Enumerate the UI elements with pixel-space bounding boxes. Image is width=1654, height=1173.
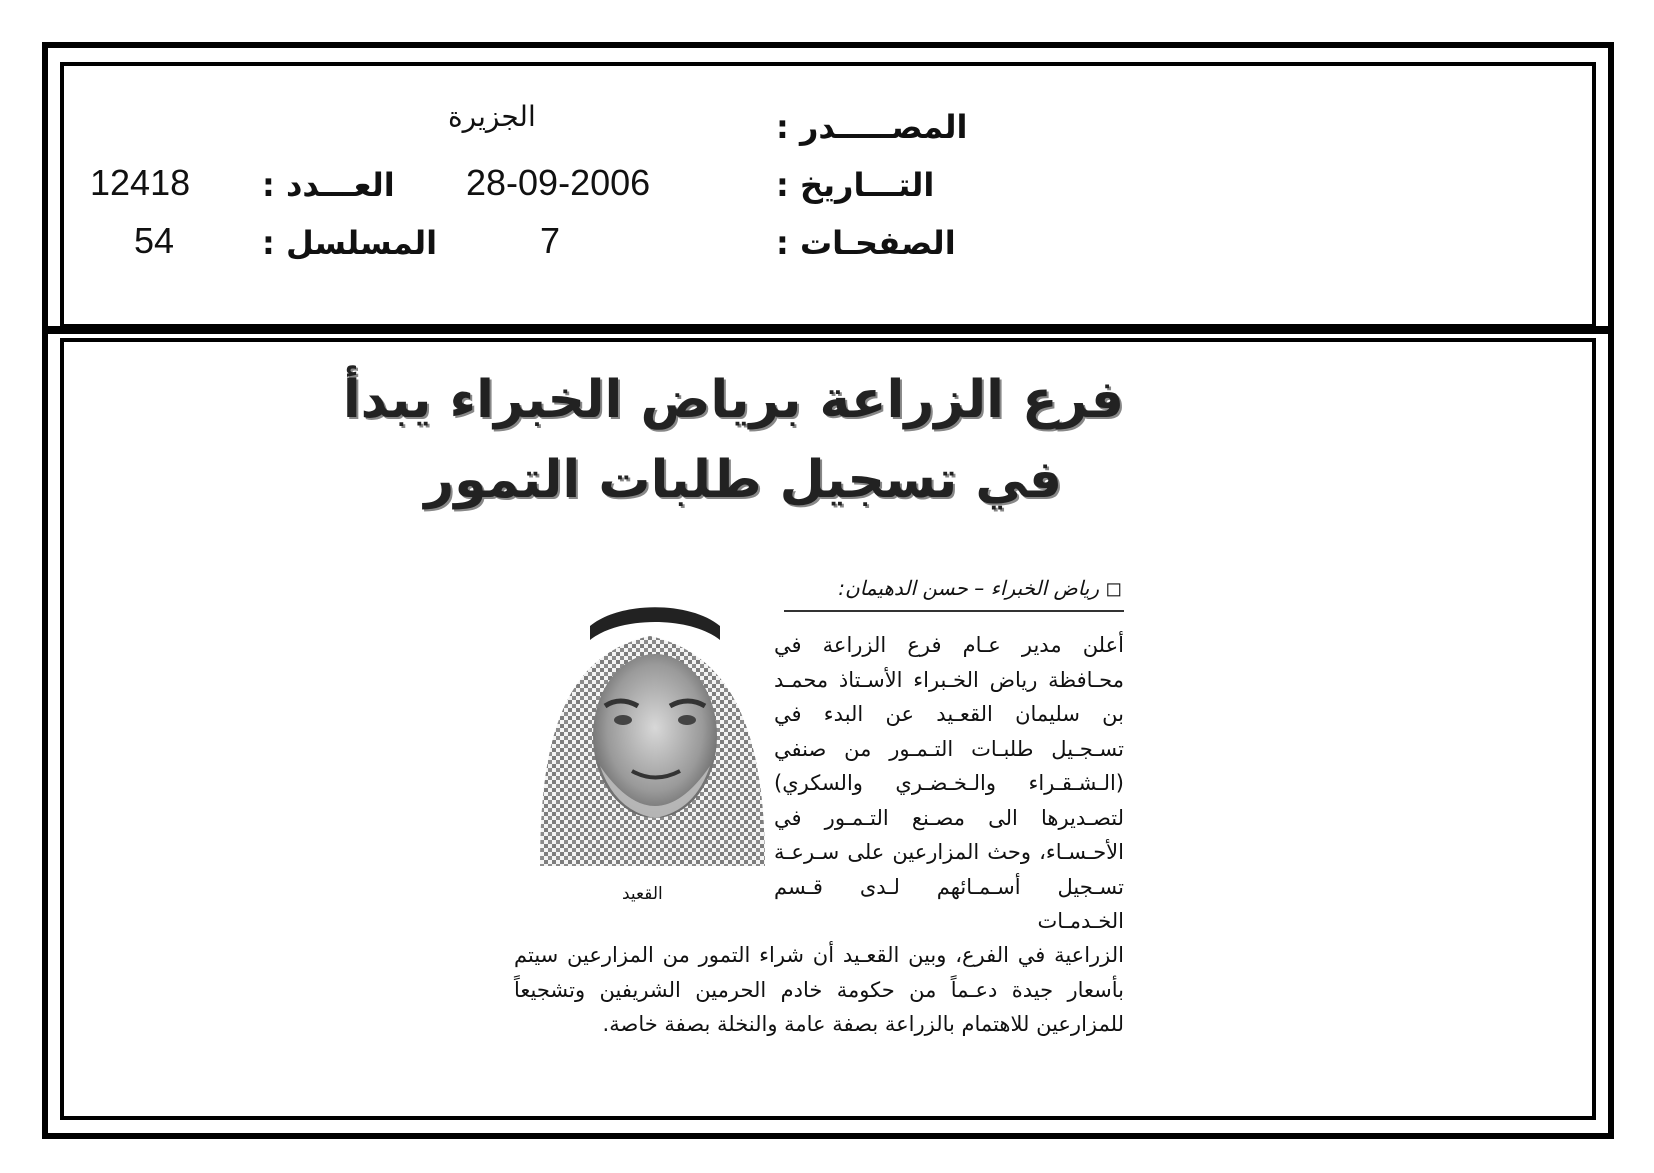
source-label: المصـــــدر :: [776, 108, 968, 146]
serial-value: 54: [134, 220, 175, 261]
date-label: التـــاريخ :: [776, 166, 935, 204]
headline-line-1: فرع الزراعة برياض الخبراء يبدأ: [342, 370, 1124, 430]
portrait-photo: [520, 596, 780, 876]
photo-caption: القعيد: [622, 884, 663, 904]
source-value: الجزيرة: [448, 100, 536, 133]
article-body-column: أعلن مدير عـام فرع الزراعة في محـافظة رياض الخـبراء الأسـتاذ محمـد بن سليمان القعـيد عن البدء في تسـجـيل طلبـات التـمـور من صنفي (الـشـقـراء والـخـضـري والسكري) لتصـديرها الى مصـنع التـمـور في الأحـسـاء، وحث المزارعين على سـرعـة تسـجيل أسـمـائهم لـدى قـسم الخـدمـات: [774, 633, 1124, 933]
issue-label: العـــدد :: [262, 166, 395, 204]
pages-label: الصفحـات :: [776, 224, 956, 262]
serial-label: المسلسل :: [262, 224, 438, 262]
header-separator: [48, 326, 1608, 334]
issue-value: 12418: [90, 162, 191, 203]
pages-value: 7: [540, 220, 561, 261]
byline-rule: [784, 610, 1124, 612]
newspaper-clipping: [342, 366, 1152, 1086]
date-value: 28-09-2006: [466, 162, 651, 203]
headline-line-2: في تسجيل طلبات التمور: [424, 450, 1062, 510]
article-body-full: الزراعية في الفرع، وبين القعـيد أن شراء التمور من المزارعين سيتم بأسعار جيدة دعـماً من حكومة خادم الحرمين الشريفين وتشجيعاً للمزارعين للاهتمام بالزراعة بصفة عامة والنخلة بصفة خاصة.: [514, 943, 1124, 1036]
byline: ◻ رياض الخبراء – حسن الدهيمان:: [838, 576, 1122, 600]
